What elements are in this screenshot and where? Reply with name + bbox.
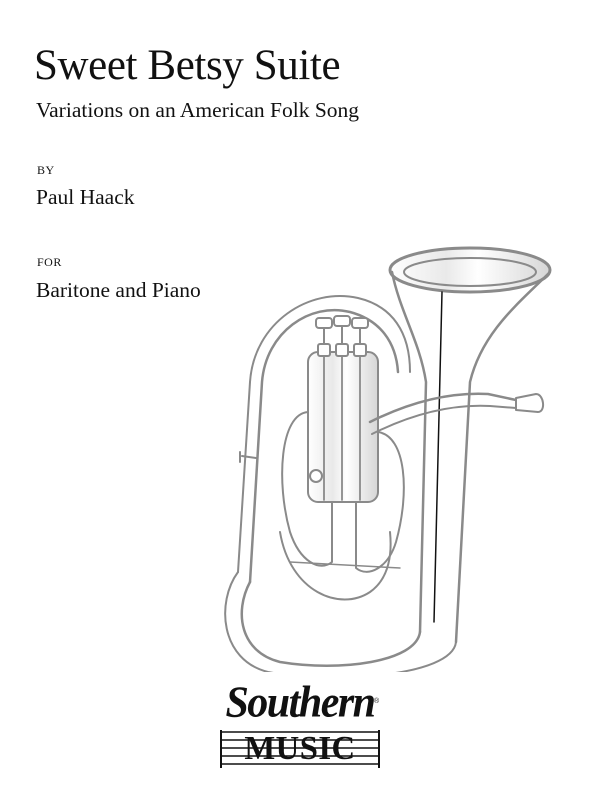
instrumentation: Baritone and Piano: [36, 278, 201, 302]
by-label: BY: [37, 163, 55, 177]
title: Sweet Betsy Suite: [34, 42, 341, 89]
registered-mark: ®: [374, 698, 380, 705]
publisher-logo: [210, 680, 390, 780]
publisher-logo-line1: Southern: [225, 678, 375, 728]
for-label: FOR: [37, 255, 62, 269]
composer-name: Paul Haack: [36, 185, 135, 209]
euphonium-icon: [220, 232, 560, 672]
subtitle: Variations on an American Folk Song: [36, 98, 360, 122]
publisher-logo-line2: MUSIC: [244, 730, 356, 767]
